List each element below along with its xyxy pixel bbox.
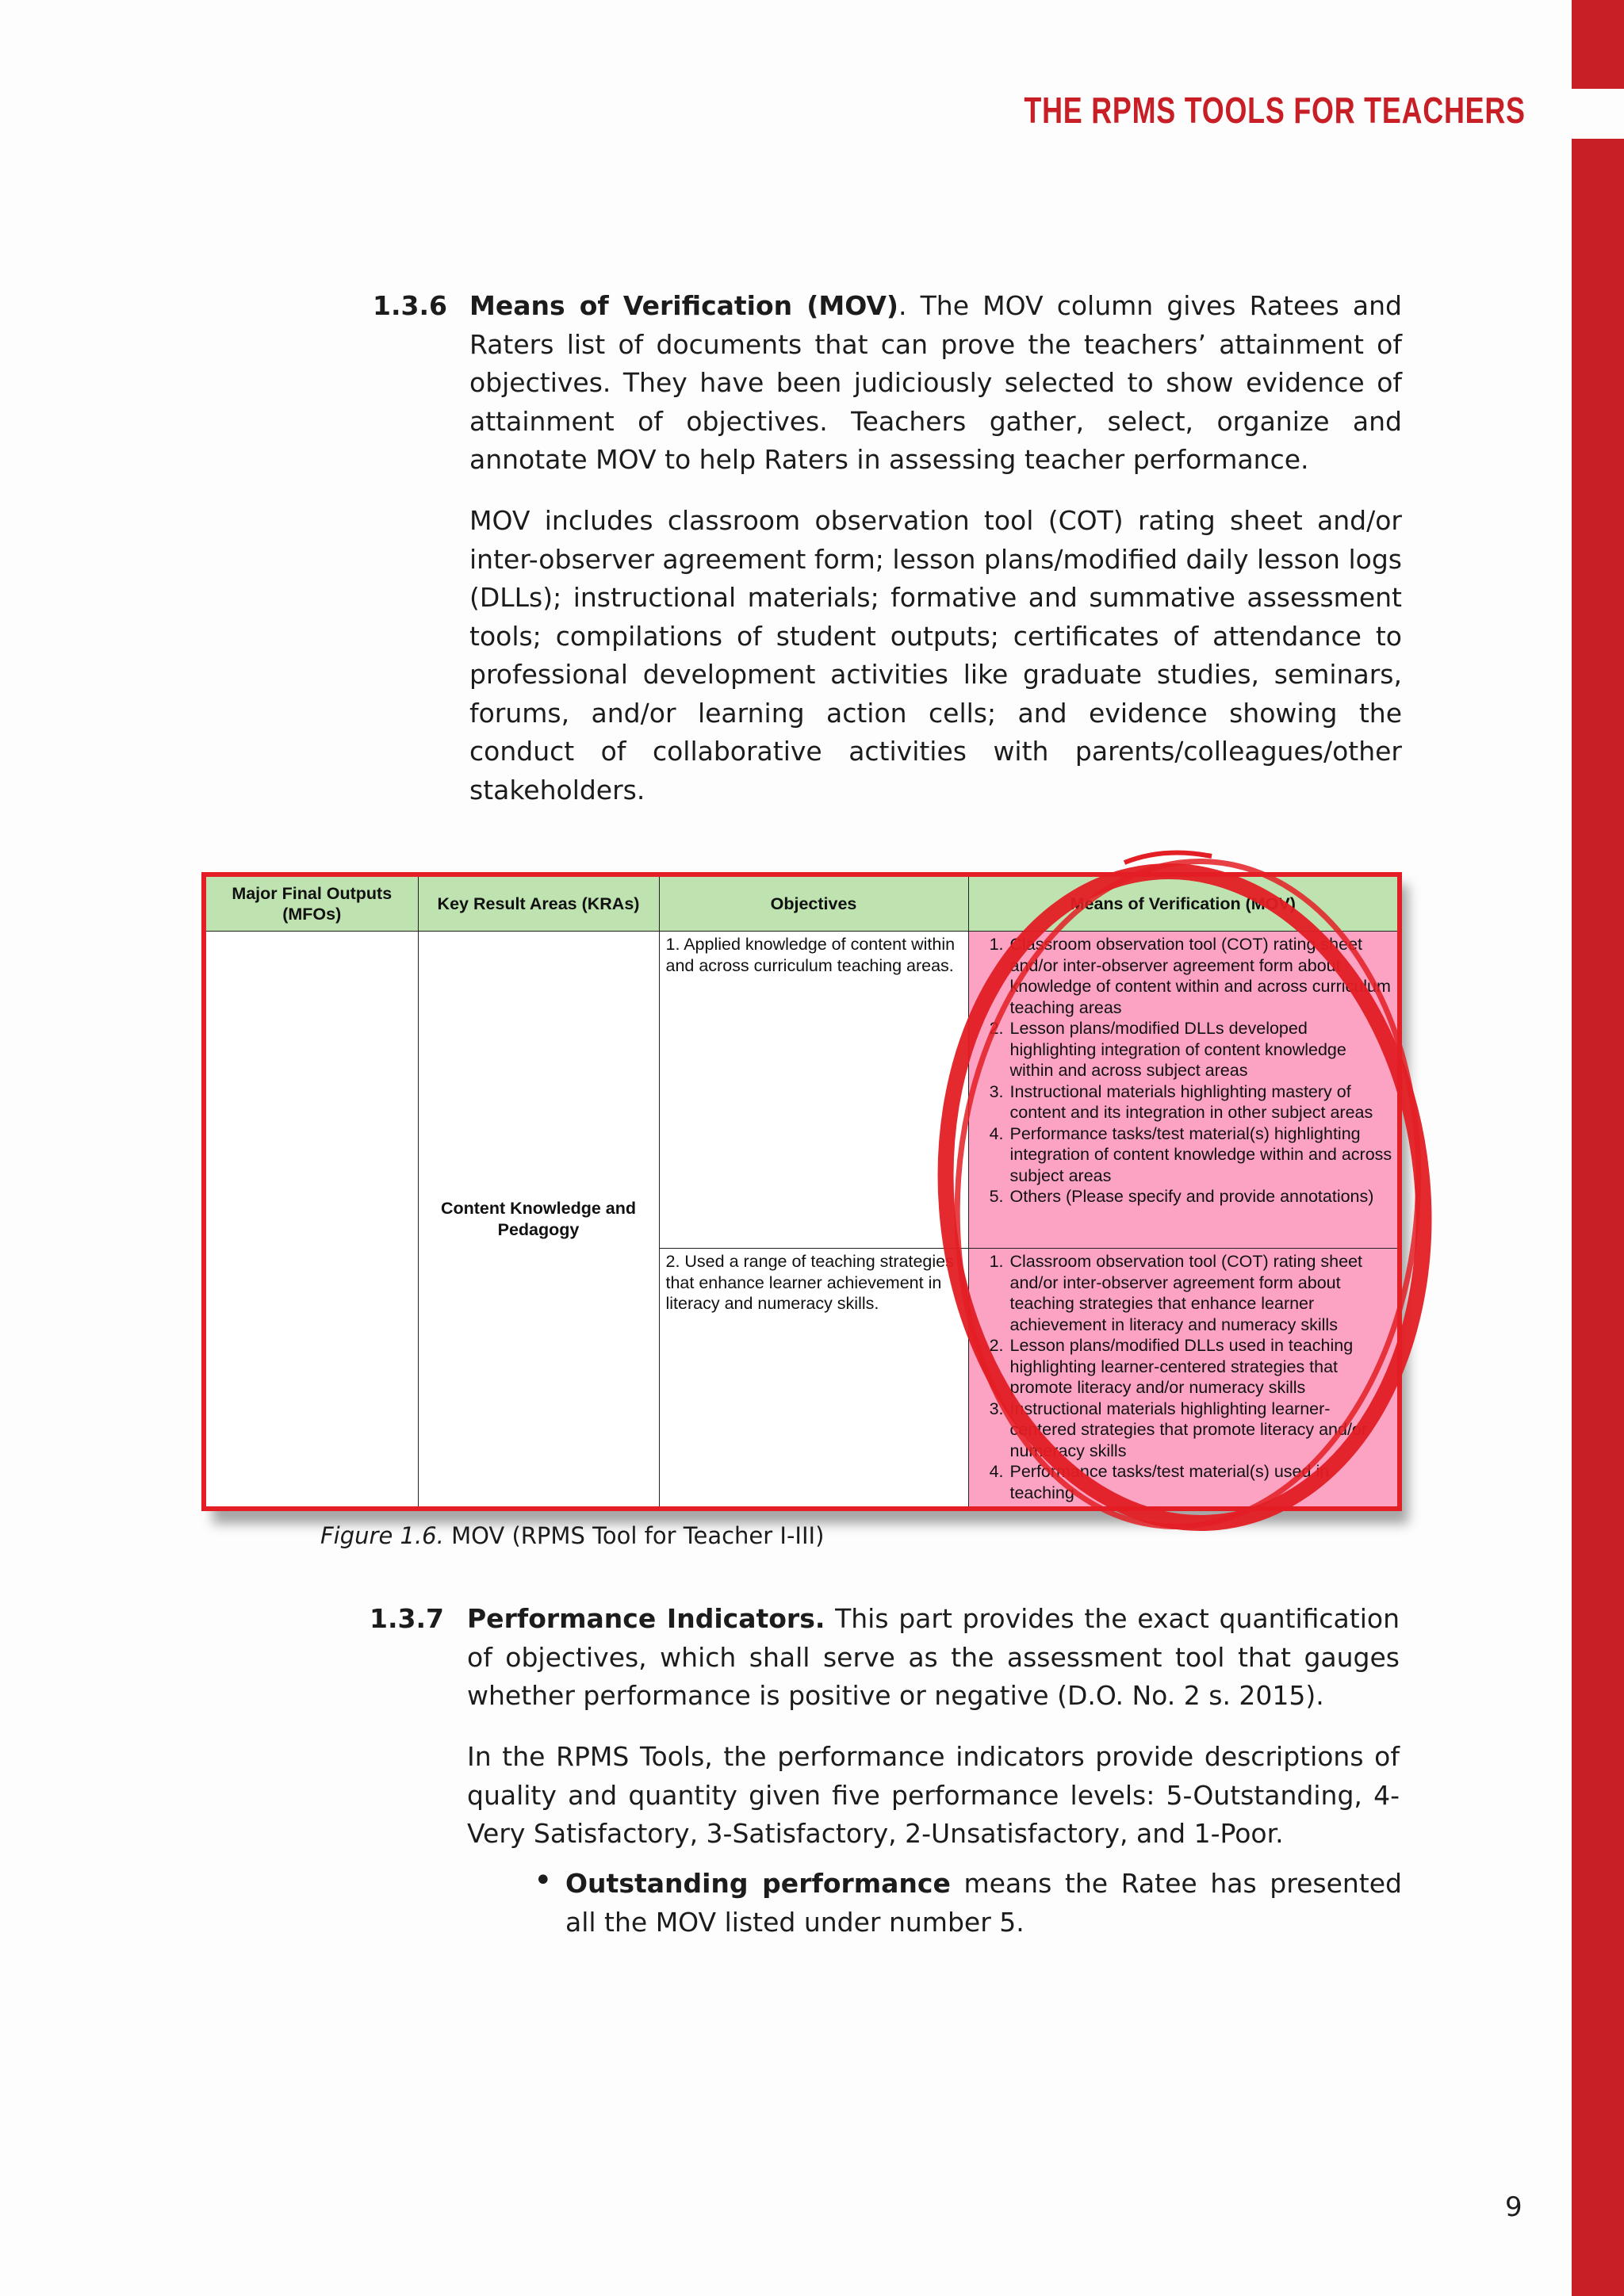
section-137-heading: Performance Indicators. [467,1603,825,1634]
mov-list [972,934,1395,1207]
section-number-136: 1.3.6 [373,290,447,321]
column-header: Major Final Outputs (MFOs) [204,874,418,932]
section-136-paragraph-2: MOV includes classroom observation tool (COT) rating sheet and/or inter-observer agreement form; lesson plans/modified daily lesson logs (DLLs); instructional materials; formative and summative assessment tools; compilations of student outputs; certificates of attendance to professional development activities like graduate studies, seminars, forums, and/or learning action cells; and evidence showing the conduct of collaborative activities with parents/colleagues/other stakeholders. [469,505,1402,806]
table-row [204,932,1400,1249]
list-item: 3. Instructional materials highlighting mastery of content and its integration in other subject areas [1009,1081,1395,1123]
figure-caption [320,1521,824,1550]
section-136-paragraph [469,287,1402,480]
bullet-text: means the Ratee has presented all the MOV listed under number 5. [565,1868,1402,1938]
section-137-paragraph [467,1600,1400,1716]
list-item: 1. Classroom observation tool (COT) rating sheet and/or inter-observer agreement form about knowledge of content within and across curriculum teaching areas [1009,934,1395,1018]
list-item: 1. Classroom observation tool (COT) rating sheet and/or inter-observer agreement form about teaching strategies that enhance learner achievement in literacy and numeracy skills [1009,1251,1395,1335]
running-header: THE RPMS TOOLS FOR TEACHERS [1024,90,1526,131]
section-136-text: . The MOV column gives Ratees and Raters list of documents that can prove the teachers’ attainment of objectives. They have been judiciously selected to show evidence of attainment of objectives. Teachers gather, select, organize and annotate MOV to help Raters in assessing teacher performance. [469,290,1402,475]
mfo-cell [204,932,418,1510]
table-header-row [204,874,1400,932]
column-header: Means of Verification (MOV) [968,874,1400,932]
list-item: 2. Lesson plans/modified DLLs used in teaching highlighting learner-centered strategies that promote literacy and/or numeracy skills [1009,1335,1395,1399]
list-item: 5. Others (Please specify and provide annotations) [1009,1186,1395,1207]
list-item: 3. Instructional materials highlighting learner-centered strategies that promote literacy and/or numeracy skills [1009,1399,1395,1462]
caption-label: Figure 1.6. [320,1522,444,1549]
section-137-paragraph-2: In the RPMS Tools, the performance indicators provide descriptions of quality and quantity given five performance levels: 5-Outstanding, 4-Very Satisfactory, 3-Satisfactory, 2-Unsatisfactory, and 1-Poor. [467,1741,1400,1849]
mov-list [972,1251,1395,1503]
mov-figure-table [201,872,1397,1511]
column-header: Objectives [659,874,968,932]
objective-cell: 1. Applied knowledge of content within and across curriculum teaching areas. [659,932,968,1249]
column-header: Key Result Areas (KRAs) [418,874,659,932]
list-item: 2. Lesson plans/modified DLLs developed highlighting integration of content knowledge within and across subject areas [1009,1018,1395,1081]
mov-cell [968,932,1400,1249]
side-accent-bar [1572,139,1624,2296]
section-137-text: This part provides the exact quantification of objectives, which shall serve as the assessment tool that gauges whether performance is positive or negative (D.O. No. 2 s. 2015). [467,1603,1400,1711]
side-accent-top [1572,0,1624,89]
section-number-137: 1.3.7 [370,1603,444,1634]
objective-cell: 2. Used a range of teaching strategies that enhance learner achievement in literacy and numeracy skills. [659,1249,968,1510]
caption-text: MOV (RPMS Tool for Teacher I-III) [443,1522,825,1549]
bullet-dot: • [534,1862,553,1899]
bullet-heading: Outstanding performance [565,1868,951,1899]
page-number: 9 [1505,2191,1522,2223]
mov-table [201,872,1402,1511]
list-item: 4. Performance tasks/test material(s) highlighting integration of content knowledge within and across subject areas [1009,1123,1395,1187]
section-136-heading: Means of Verification (MOV) [469,290,899,321]
bullet-paragraph [565,1865,1402,1942]
kra-cell: Content Knowledge and Pedagogy [418,932,659,1510]
list-item: 4. Performance tasks/test material(s) used in teaching [1009,1461,1395,1503]
mov-cell [968,1249,1400,1510]
